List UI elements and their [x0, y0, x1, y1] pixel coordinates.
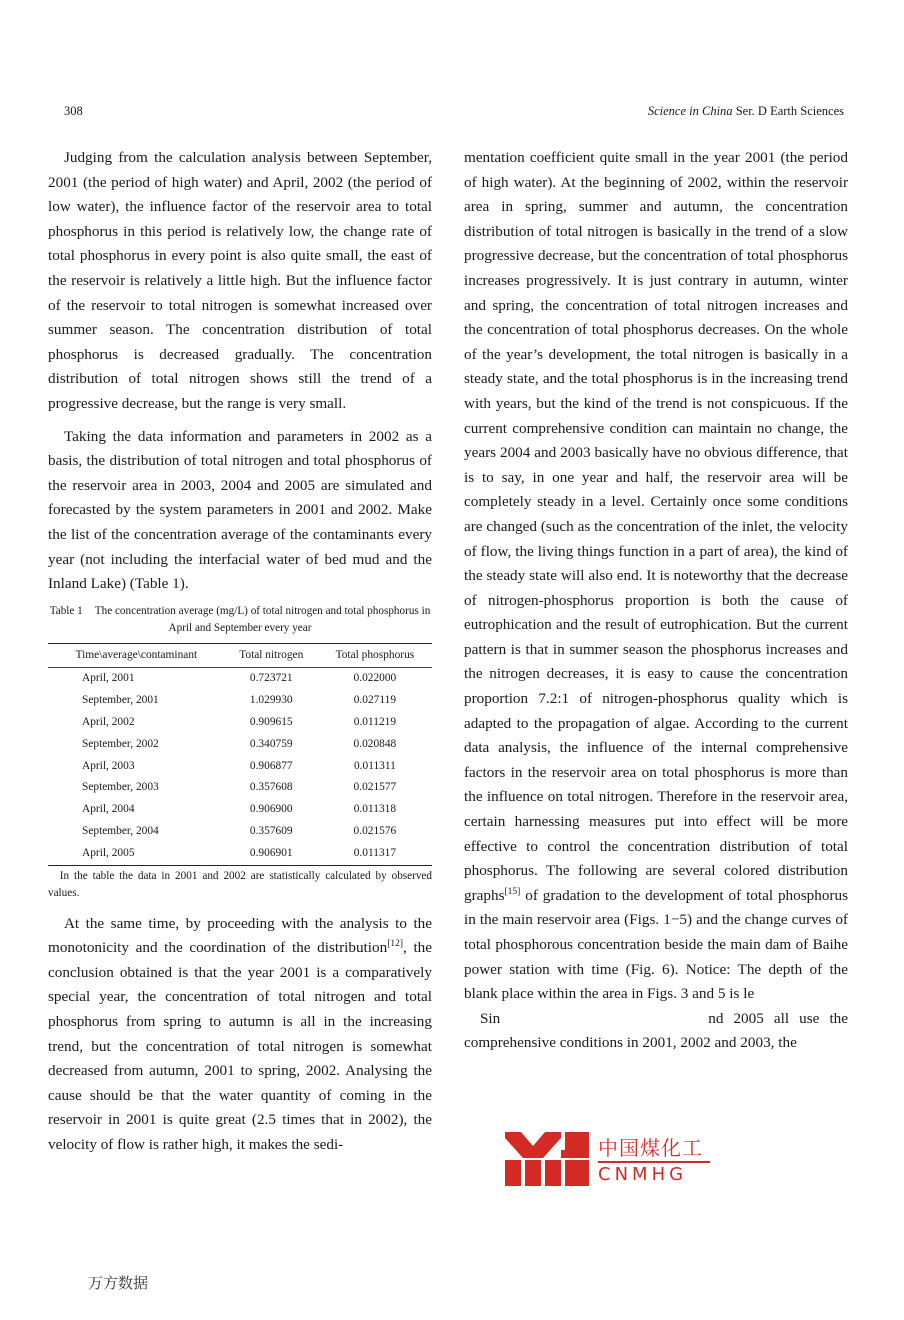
table-row [48, 756, 432, 778]
nitrogen-cell: 0.723721 [249, 672, 293, 685]
phosphorus-cell: 0.022000 [353, 672, 397, 685]
paragraph-text: mentation coefficient quite small in the year 2001 (the period of high water). At the beginning of 2002, within the reservoir area in spring, summer and autumn, the concentration distribution of total nitrogen is basically in the trend of a slow progressive decrease, but the concentration of total phosphorus increases progressively. It is just contrary in autumn, winter and spring, the concentration of total nitrogen increases and the concentration of total phosphorus decreases. On the whole of the year’s development, the total nitrogen is basically in a steady state, and the total phosphorus is in the increasing trend with years, but the kind of the trend is not conspicuous. If the current comprehensive condition can maintain no change, the years 2004 and 2003 basically have no obvious difference, that is to say, in one year and half, the reservoir area will be completely steady in a level. Certainly once some conditions are changed (such as the concentration of the inlet, the velocity of flow, the living things function in a part of area), the kind of the steady state will also end. It is noteworthy that the decrease of nitrogen-phosphorus proportion is both the cause of eutrophication and the result of eutrophication. But the current pattern is that in summer season the phosphorus increases and the nitrogen decreases, it is easy to cause the concentration proportion 7.2:1 of nitrogen-phosphorus quality which is adapted to the propagation of algae. According to the current data analysis, the influence of the internal comprehensive factors in the reservoir area on total phosphorus is more than the influence on total nitrogen. Therefore in the reservoir area, certain harnessing measures put into effect will be more effective to control the concentration distribution of total phosphorus. The following are several colored distribution graphs [464, 149, 848, 904]
paragraph [464, 146, 848, 1007]
table-row [48, 734, 432, 756]
nitrogen-cell: 0.906877 [249, 759, 293, 772]
row-time-cell: April, 2003 [82, 759, 135, 772]
table-row [48, 843, 432, 865]
nitrogen-cell: 1.029930 [249, 694, 293, 707]
phosphorus-cell: 0.027119 [353, 694, 397, 707]
watermark-chinese-text: 中国煤化工 [598, 1132, 705, 1161]
table-caption [48, 603, 432, 637]
nitrogen-cell: 0.906901 [225, 843, 318, 865]
table-label: Table 1 [49, 604, 83, 617]
nitrogen-cell: 0.340759 [249, 737, 293, 750]
row-time-cell: April, 2005 [48, 843, 225, 865]
paragraph-text: Sin [479, 1009, 501, 1027]
data-table [48, 643, 432, 866]
journal-title-rest: Ser. D Earth Sciences [732, 104, 844, 118]
table-row [48, 799, 432, 821]
paragraph: Judging from the calculation analysis between September, 2001 (the period of high water) and April, 2002 (the period of low water), the influence factor of the reservoir area to total phosphorus in this period is relatively low, the change rate of total phosphorus in every point is also quite small, the east of the reservoir is relatively a little high. But the influence factor of the reservoir to total nitrogen is somewhat increased over summer season. The concentration distribution of total phosphorus is decreased gradually. The concentration distribution of total nitrogen shows still the trend of a progressive decrease, but the range is very small. [48, 149, 432, 412]
nitrogen-cell: 0.357609 [249, 825, 293, 838]
phosphorus-cell: 0.021576 [353, 825, 397, 838]
row-time-cell: September, 2001 [82, 694, 159, 707]
journal-title-italic: Science in China [647, 104, 733, 118]
paragraph: Taking the data information and parameters in 2002 as a basis, the distribution of total nitrogen and total phosphorus of the reservoir area in 2003, 2004 and 2005 are simulated and forecasted by the system parameters in 2001 and 2002. Make the list of the concentration average of the contaminants every year (not including the interfacial water of bed mud and the Inland Lake) (Table 1). [48, 427, 432, 593]
citation: [15] [504, 886, 521, 897]
phosphorus-cell: 0.011311 [353, 759, 396, 772]
row-time-cell: April, 2004 [82, 803, 135, 816]
page-number: 308 [64, 104, 83, 118]
phosphorus-cell: 0.011317 [318, 843, 432, 865]
table-caption-text: The concentration average (mg/L) of total nitrogen and total phosphorus in April and September every year [94, 604, 431, 634]
phosphorus-cell: 0.021577 [353, 781, 397, 794]
paragraph-text: nd 2005 all use the comprehensive conditions in 2001, 2002 and 2003, the [464, 1009, 848, 1052]
table-header-row [48, 643, 432, 668]
journal-title [648, 104, 844, 119]
left-column [48, 146, 432, 1158]
phosphorus-cell: 0.011219 [353, 716, 397, 729]
cnmhg-logo-icon [503, 1130, 591, 1188]
watermark-logo [503, 1130, 733, 1190]
source-watermark: 万方数据 [88, 1274, 149, 1292]
row-time-cell: September, 2003 [82, 781, 159, 794]
row-time-cell: September, 2004 [82, 825, 159, 838]
table-row [48, 777, 432, 799]
paragraph-text: of gradation to the development of total phosphorus in the main reservoir area (Figs. 1−5) and the change curves of total phosphorous concentration beside the main dam of Baihe power station with time (Fig. 6). Notice: The depth of the blank place within the area in Figs. 3 and 5 is le [464, 886, 848, 1003]
table-row [48, 690, 432, 712]
table-row [48, 668, 432, 690]
row-time-cell: April, 2002 [82, 716, 135, 729]
phosphorus-cell: 0.020848 [353, 737, 397, 750]
nitrogen-cell: 0.909615 [249, 716, 293, 729]
right-column [464, 146, 848, 1056]
table-row [48, 712, 432, 734]
column-header: Total nitrogen [225, 643, 318, 668]
column-header: Time\average\contaminant [48, 643, 225, 668]
nitrogen-cell: 0.357608 [249, 781, 293, 794]
column-header: Total phosphorus [318, 643, 432, 668]
paragraph [48, 912, 432, 1158]
phosphorus-cell: 0.011318 [353, 803, 397, 816]
row-time-cell: April, 2001 [82, 672, 135, 685]
citation: [12] [387, 939, 404, 950]
paragraph-text: At the same time, by proceeding with the analysis to the monotonicity and the coordination of the distribution [48, 914, 432, 957]
paragraph [464, 1007, 848, 1056]
row-time-cell: September, 2002 [82, 737, 159, 750]
table-row [48, 821, 432, 843]
watermark-english-text: CNMHG [598, 1164, 688, 1185]
paragraph-text: , the conclusion obtained is that the year 2001 is a comparatively special year, the concentration of total nitrogen and total phosphorus from spring to autumn is all in the increasing trend, but the concentration of total nitrogen is somewhat decreased from autumn, 2001 to spring, 2002. Analysing the cause should be that the water quantity of coming in the reservoir in 2001 is quite great (2.5 times that in 2002), the velocity of flow is rather high, it makes the sedi- [48, 939, 433, 1153]
watermark-divider [598, 1161, 710, 1163]
nitrogen-cell: 0.906900 [249, 803, 293, 816]
table-note: In the table the data in 2001 and 2002 are statistically calculated by observed values. [48, 869, 432, 899]
